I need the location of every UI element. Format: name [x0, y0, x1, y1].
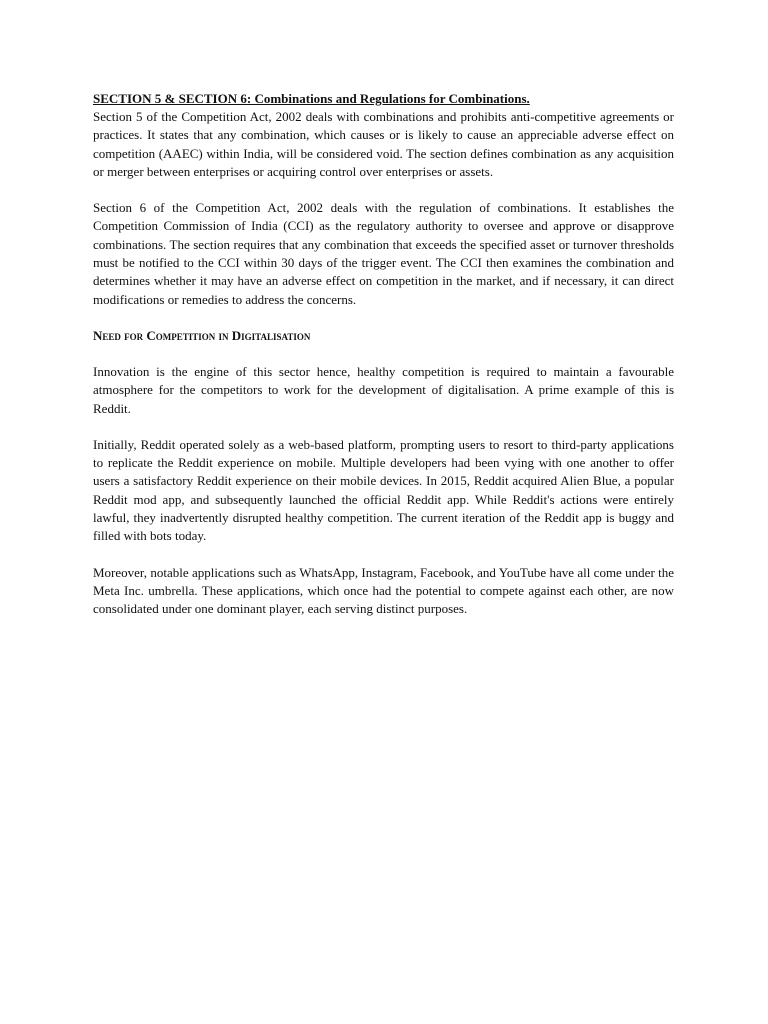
digitalisation-heading: Need for Competition in Digitalisation — [93, 327, 311, 343]
paragraph-gap — [93, 345, 674, 363]
paragraph-gap — [93, 181, 674, 199]
document-page — [93, 90, 674, 619]
paragraph-gap — [93, 418, 674, 436]
section-5-paragraph: Section 5 of the Competition Act, 2002 deals with combinations and prohibits anti-competitive agreements or practices. It states that any combination, which causes or is likely to cause an appreciable adverse effect on competition (AAEC) within India, will be considered void. The section defines combination as any acquisition or merger between enterprises or acquiring control over enterprises or assets. — [93, 109, 674, 179]
innovation-paragraph: Innovation is the engine of this sector hence, healthy competition is required to maintain a favourable atmosphere for the competitors to work for the development of digitalisation. A prime example of this is Reddit. — [93, 363, 674, 416]
section-6-paragraph: Section 6 of the Competition Act, 2002 deals with the regulation of combinations. It establishes the Competition Commission of India (CCI) as the regulatory authority to oversee and approve or disapprove combinations. The section requires that any combination that exceeds the specified asset or turnover thresholds must be notified to the CCI within 30 days of the trigger event. The CCI then examines the combination and determines whether it may have an adverse effect on competition in the market, and if necessary, it can direct modifications or remedies to address the concerns. — [93, 200, 674, 307]
paragraph-gap — [93, 546, 674, 564]
meta-paragraph: Moreover, notable applications such as WhatsApp, Instagram, Facebook, and YouTube have all come under the Meta Inc. umbrella. These applications, which once had the potential to compete against each other, are now consolidated under one dominant player, each serving distinct purposes. — [93, 564, 674, 617]
paragraph-gap — [93, 309, 674, 327]
reddit-paragraph: Initially, Reddit operated solely as a web-based platform, prompting users to resort to third-party applications to replicate the Reddit experience on mobile. Multiple developers had been vying with one another to offer users a satisfactory Reddit experience on their mobile devices. In 2015, Reddit acquired Alien Blue, a popular Reddit mod app, and subsequently launched the official Reddit app. While Reddit's actions were entirely lawful, they inadvertently disrupted healthy competition. The current iteration of the Reddit app is buggy and filled with bots today. — [93, 436, 674, 544]
section-5-6-heading: SECTION 5 & SECTION 6: Combinations and Regulations for Combinations. — [93, 91, 530, 106]
